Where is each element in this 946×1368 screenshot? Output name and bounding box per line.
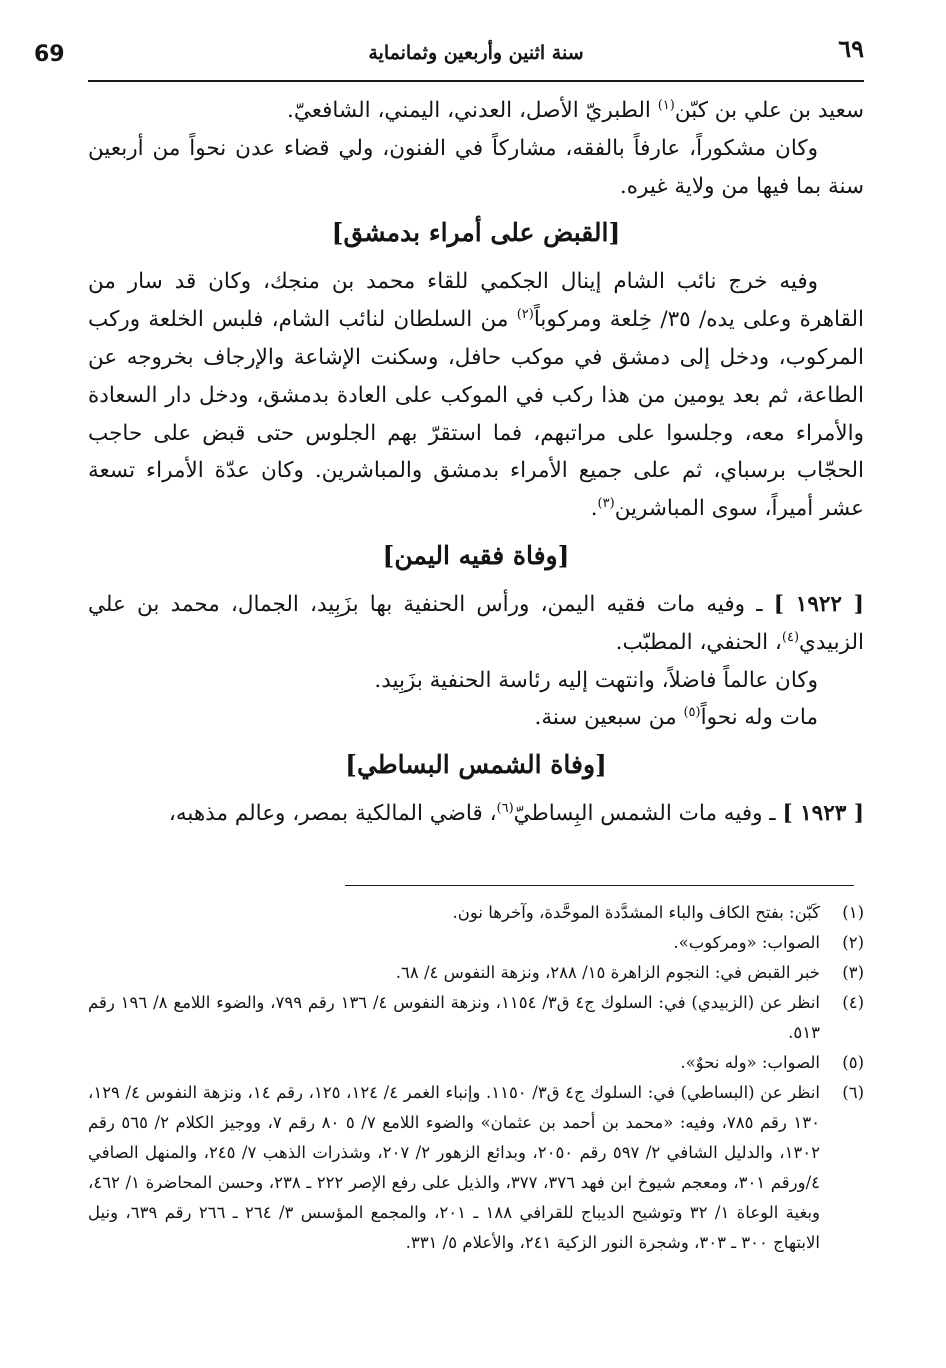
paragraph: وكان عالماً فاضلاً، وانتهت إليه رئاسة الحنفية بزَبِيد.	[374, 667, 818, 693]
footnote-text: الصواب: «وله نحوٌ».	[680, 1053, 820, 1072]
footnote	[88, 988, 864, 1048]
text-span: الطبريّ الأصل، العدني، اليمني، الشافعيّ.	[287, 98, 658, 123]
main-text	[88, 92, 864, 833]
footnote-number: (٦)	[842, 1083, 864, 1102]
footnote-separator	[345, 885, 854, 886]
footnotes	[88, 898, 864, 1258]
footnote-text: خبر القبض في: النجوم الزاهرة ١٥/ ٢٨٨، ونزهة النفوس ٤/ ٦٨.	[395, 963, 820, 982]
footnote-number: (٣)	[842, 963, 864, 982]
footnote-number: (١)	[842, 903, 864, 922]
footnote-text: كَبّن: بفتح الكاف والباء المشدَّدة الموحَّدة، وآخرها نون.	[452, 903, 820, 922]
text-span: ـ وفيه مات الشمس البِساطيّ	[513, 801, 783, 827]
paragraph	[88, 263, 864, 528]
text-span: ، قاضي المالكية بمصر، وعالم مذهبه،	[168, 801, 497, 827]
footnote-number: (٢)	[842, 933, 864, 952]
footnote-text: انظر عن (البساطي) في: السلوك ج٤ ق٣/ ١١٥٠. وإنباء الغمر ٤/ ١٢٤، ١٢٥، رقم ١٤، ونزهة النفوس ٤/ ١٢٩، ١٣٠ رقم ٧٨٥، وفيه: «محمد بن أحمد بن عثمان» والضوء اللامع ٧/ ٥ ٨٠ رقم ٧، ووجيز الكلام ٢/ ٥٦٥ رقم ١٣٠٢، والدليل الشافي ٢/ ٥٩٧ رقم ٢٠٥٠، وبدائع الزهور ٢/ ٢٠٧، وشذرات الذهب ٧/ ٢٤٥، والمنهل الصافي ٤/ورقم ٣٠١، ومعجم شيوخ ابن فهد ٣٧٦، ٣٧٧، والذيل على رفع الإصر ٢٢٢ ـ ٢٣٨، وحسن المحاضرة ١/ ٤٦٢، وبغية الوعاة ١/ ٣٢ وتوشيح الديباج للقرافي ١٨٨ ـ ٢٠١، والمجمع المؤسس ٣/ ٢٦٤ ـ ٢٦٦ رقم ٦٣٩، ونيل الابتهاج ٣٠٠ ـ ٣٠٣، وشجرة النور الزكية ٢٤١، والأعلام ٥/ ٣٣١.	[88, 1083, 821, 1252]
footnote-ref[interactable]: (٦)	[496, 801, 514, 816]
entry-number: [ ١٩٢٣ ]	[782, 801, 864, 827]
footnote-ref[interactable]: (١)	[657, 97, 675, 113]
footnote-ref[interactable]: (٥)	[683, 705, 701, 721]
footnote-ref[interactable]: (٢)	[516, 307, 534, 323]
text-span: ، الحنفي، المطبّب.	[615, 629, 782, 655]
page-number-arabic: ٦٩	[838, 34, 864, 63]
paragraph	[88, 92, 864, 130]
text-span: سعيد بن علي بن كبّن	[674, 98, 864, 123]
footnote	[88, 898, 864, 928]
section-heading: [وفاة الشمس البساطي]	[345, 750, 607, 780]
footnote-ref[interactable]: (٣)	[597, 496, 615, 512]
text-span: مات وله نحواً	[700, 705, 818, 731]
text-span: .	[590, 496, 598, 522]
paragraph	[88, 699, 864, 737]
text-span: ـ وفيه مات فقيه اليمن، ورأس الحنفية بها بزَبِيد، الجمال، محمد بن علي الزبيدي	[88, 591, 864, 655]
text-span: وفيه خرج نائب الشام إينال الجكمي للقاء محمد بن منجك، وكان قد سار من القاهرة وعلى يده/ ٣٥/ خِلعة ومركوباً	[88, 269, 864, 333]
text-span: من سبعين سنة.	[534, 705, 684, 731]
paragraph: وكان مشكوراً، عارفاً بالفقه، مشاركاً في الفنون، ولي قضاء عدن نحواً من أربعين سنة بما فيها من ولاية غيره.	[88, 135, 864, 199]
running-title: سنة اثنين وأربعين وثمانماية	[368, 42, 584, 64]
footnote-number: (٤)	[842, 993, 864, 1012]
footnote	[88, 1048, 864, 1078]
footnote-text: الصواب: «ومركوب».	[673, 933, 820, 952]
entry-number: [ ١٩٢٢ ]	[773, 591, 864, 617]
page-header	[34, 28, 864, 82]
footnote	[88, 958, 864, 988]
footnote-ref[interactable]: (٤)	[781, 629, 800, 645]
footnote	[88, 928, 864, 958]
section-heading: [وفاة فقيه اليمن]	[382, 540, 570, 570]
page-number-western: 69	[34, 42, 65, 67]
paragraph	[88, 795, 864, 833]
paragraph	[88, 586, 864, 662]
footnote-text: انظر عن (الزبيدي) في: السلوك ج٤ ق٣/ ١١٥٤، ونزهة النفوس ٤/ ١٣٦ رقم ٧٩٩، والضوء اللامع ٨/ ١٩٦ رقم ٥١٣.	[88, 993, 820, 1042]
text-span: من السلطان لنائب الشام، فلبس الخلعة وركب المركوب، ودخل إلى دمشق في موكب حافل، وسكنت الإشاعة والإرجاف بخروجه عن الطاعة، ثم بعد يومين من هذا ركب في الموكب على العادة بدمشق، ودخل دار السعادة والأمراء معه، وجلسوا على مراتبهم، فما استقرّ بهم الجلوس حتى قبض على حاجب الحجّاب برسباي، ثم على جميع الأمراء بدمشق والمباشرين. وكان عدّة الأمراء تسعة عشر أميراً، سوى المباشرين	[88, 307, 864, 522]
footnote	[88, 1078, 864, 1258]
footnote-number: (٥)	[842, 1053, 864, 1072]
section-heading: [القبض على أمراء بدمشق]	[331, 218, 621, 248]
